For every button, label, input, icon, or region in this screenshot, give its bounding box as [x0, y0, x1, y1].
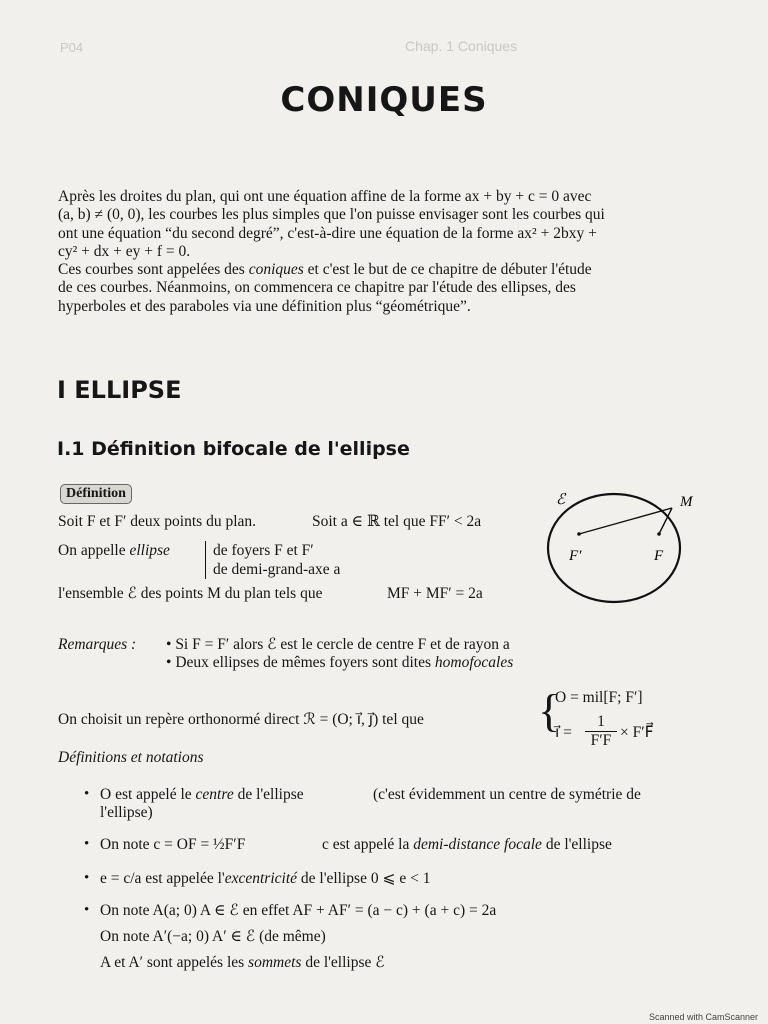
ghost-page-number: P04 — [60, 40, 84, 55]
bullet-2-formula: On note c = OF = ½F′F — [100, 836, 246, 853]
remark-item: • Si F = F′ alors ℰ est le cercle de centre F et de rayon a — [166, 636, 510, 653]
bullet-1-continued: l'ellipse) — [100, 804, 153, 821]
fraction-numerator: 1 — [585, 713, 617, 732]
bullet-4-line-2: On note A′(−a; 0) A′ ∈ ℰ (de même) — [100, 928, 326, 945]
page-title: CONIQUES — [280, 80, 488, 120]
bullet-dot: • — [84, 870, 90, 886]
scanner-watermark: Scanned with CamScanner — [648, 1012, 758, 1022]
bullet-4-line-3: A et A′ sont appelés les sommets de l'ellipse ℰ — [100, 954, 385, 971]
intro-line: (a, b) ≠ (0, 0), les courbes les plus simples que l'on puisse envisager sont les courbes qui — [58, 206, 605, 224]
intro-line: ont une équation “du second degré”, c'est-à-dire une équation de la forme ax² + 2bxy + — [58, 224, 597, 242]
definition-line-3b: MF + MF′ = 2a — [387, 585, 483, 602]
bullet-1-text: O est appelé le centre de l'ellipse — [100, 786, 304, 803]
system-brace: { — [538, 685, 561, 736]
repere-fraction — [585, 713, 617, 750]
ellipse-figure — [540, 484, 700, 614]
coniques-term: coniques — [248, 261, 304, 279]
intro-line: Après les droites du plan, qui ont une équation affine de la forme ax + by + c = 0 avec — [58, 188, 592, 205]
point-m-label: M — [680, 494, 693, 510]
repere-text: On choisit un repère orthonormé direct ℛ = (O; i⃗, j⃗) tel que — [58, 711, 424, 728]
repere-condition-1: O = mil[F; F′] — [555, 689, 643, 706]
bullet-4-line-1: On note A(a; 0) A ∈ ℰ en effet AF + AF′ = (a − c) + (a + c) = 2a — [100, 902, 497, 919]
intro-line: de ces courbes. Néanmoins, on commencera ce chapitre par l'étude des ellipses, des — [58, 279, 576, 297]
section-heading: I ELLIPSE — [57, 376, 182, 404]
fraction-denominator: F′F — [590, 732, 612, 749]
intro-line: Ces courbes sont appelées des coniques et c'est le but de ce chapitre de débuter l'étude — [58, 261, 592, 279]
segment-mf-prime — [579, 508, 672, 534]
point-f-label: F — [654, 548, 664, 564]
definition-line-1b: Soit a ∈ ℝ tel que FF′ < 2a — [312, 513, 482, 530]
ellipse-term: ellipse — [129, 542, 170, 559]
definition-line-3a: l'ensemble ℰ des points M du plan tels que — [58, 585, 323, 602]
definition-bracket — [205, 541, 340, 579]
definition-label: Définition — [60, 484, 132, 504]
bullet-dot: • — [84, 836, 90, 852]
remark-item: • Deux ellipses de mêmes foyers sont dites homofocales — [166, 654, 514, 671]
definition-line-1a: Soit F et F′ deux points du plan. — [58, 513, 257, 530]
subsection-heading: I.1 Définition bifocale de l'ellipse — [57, 438, 410, 460]
foci-text: de foyers F et F′ — [213, 542, 314, 559]
remarks-label: Remarques : — [58, 636, 137, 653]
intro-line: hyperboles et des paraboles via une définition plus “géométrique”. — [58, 297, 471, 315]
definitions-heading: Définitions et notations — [58, 749, 204, 766]
bullet-2-text: c est appelé la demi-distance focale de l'ellipse — [322, 836, 612, 853]
bullet-dot: • — [84, 902, 90, 918]
curve-label: ℰ — [556, 492, 566, 508]
definition-line-2: On appelle ellipse — [58, 542, 170, 559]
ghost-chapter-title: Chap. 1 Coniques — [405, 38, 518, 54]
intro-line: cy² + dx + ey + f = 0. — [58, 242, 191, 260]
bullet-1-note: (c'est évidemment un centre de symétrie de — [373, 786, 641, 803]
repere-condition-2-lhs: i⃗ = — [555, 724, 572, 741]
repere-condition-2-rhs: × F′F⃗ — [620, 724, 654, 741]
bullet-3-text: e = c/a est appelée l'excentricité de l'ellipse 0 ⩽ e < 1 — [100, 870, 431, 887]
intro-paragraph — [58, 188, 690, 316]
semi-major-text: de demi-grand-axe a — [213, 561, 341, 578]
bullet-dot: • — [84, 786, 90, 802]
focus-f-point — [657, 532, 661, 536]
focus-f-prime-point — [577, 532, 581, 536]
point-f-prime-label: F′ — [569, 548, 582, 564]
